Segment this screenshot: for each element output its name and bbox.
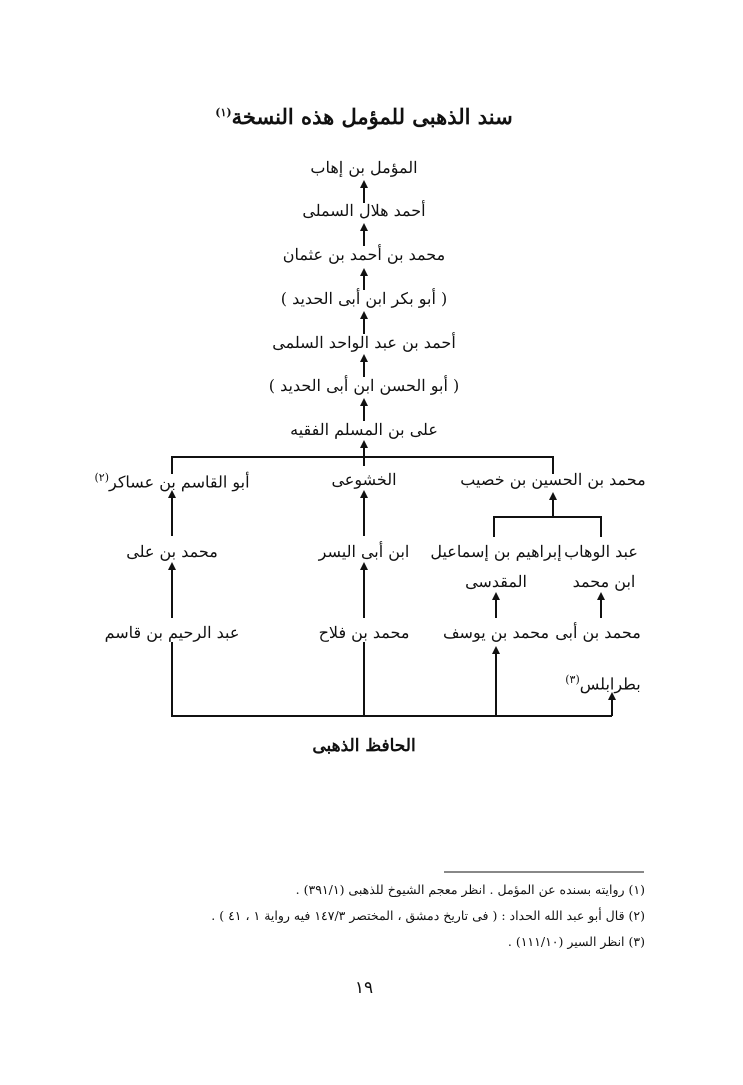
footnote-mark-2: (٢): [94, 471, 109, 484]
bracket-right: [494, 517, 601, 537]
page-number: ١٩: [354, 978, 374, 998]
chain-node-1: المؤمل بن إهاب: [310, 158, 418, 177]
page-title: [215, 106, 512, 127]
chain-node-5: أحمد بن عبد الواحد السلمى: [272, 333, 456, 352]
left-branch-second: محمد بن على: [126, 542, 218, 561]
right-sub-left-line1: إبراهيم بن إسماعيل: [430, 542, 562, 561]
middle-branch-head: الخشوعى: [331, 470, 397, 489]
right-sub-left-next: محمد بن يوسف: [442, 623, 550, 642]
footnote-mark-3: (٣): [565, 673, 580, 686]
right-sub-right-next-line1: محمد بن أبى: [555, 623, 641, 642]
final-node: الحافظ الذهبى: [312, 736, 416, 756]
title-footnote-mark: (١): [215, 106, 232, 119]
right-sub-right-next-line2: [565, 674, 641, 692]
right-branch-head: محمد بن الحسين بن خصيب: [460, 470, 646, 489]
title-text: سند الذهبى للمؤمل هذه النسخة: [231, 104, 513, 129]
right-sub-right-next-text: بطرابلس: [579, 674, 641, 694]
chain-node-7: على بن المسلم الفقيه: [290, 420, 438, 439]
middle-branch-second: ابن أبى اليسر: [318, 542, 410, 561]
chain-node-2: أحمد هلال السملى: [302, 201, 426, 220]
right-sub-right-line1: عبد الوهاب: [564, 542, 638, 561]
middle-branch-third: محمد بن فلاح: [318, 623, 410, 642]
left-branch-third: عبد الرحيم بن قاسم: [104, 623, 240, 642]
left-branch-head: [94, 472, 249, 490]
chain-node-6: ( أبو الحسن ابن أبى الحديد ): [268, 376, 460, 395]
right-sub-right-line2: ابن محمد: [572, 572, 636, 591]
chain-node-3: محمد بن أحمد بن عثمان: [282, 245, 446, 264]
footnote-2: (٢) قال أبو عبد الله الحداد : ( فى تاريخ دمشق ، المختصر ١٤٧/٣ فيه رواية ١ ، ٤١ ) .: [211, 908, 645, 923]
footnote-3: (٣) انظر السير (١١١/١٠) .: [507, 934, 645, 949]
left-branch-head-text: أبو القاسم بن عساكر: [108, 472, 250, 492]
chain-node-4: ( أبو بكر ابن أبى الحديد ): [280, 289, 448, 308]
bottom-collector: [172, 642, 612, 716]
right-sub-left-line2: المقدسى: [465, 572, 527, 591]
footnote-1: (١) روايته بسنده عن المؤمل . انظر معجم الشيوخ للذهبى (٣٩١/١) .: [295, 882, 645, 897]
